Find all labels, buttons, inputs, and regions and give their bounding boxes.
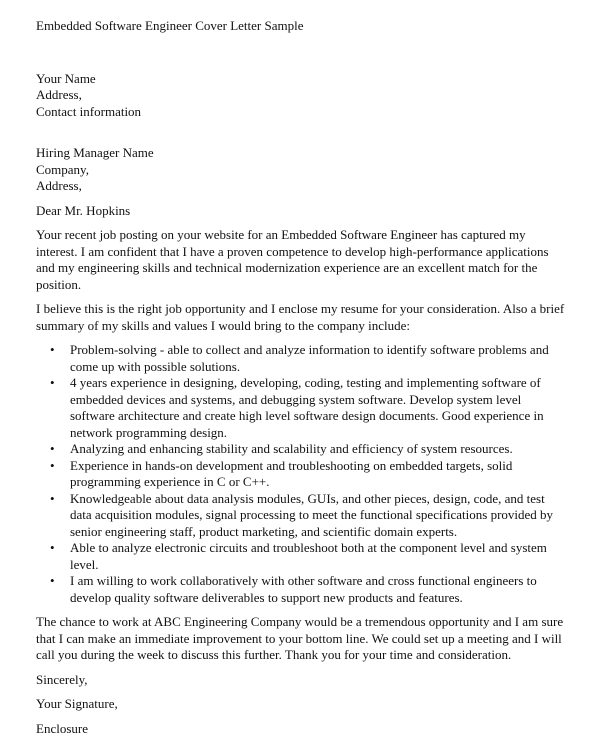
bullet-icon: • — [50, 342, 55, 357]
list-item-text: Experience in hands-on development and troubleshooting on embedded targets, solid programming experience in C or C++. — [70, 457, 513, 489]
list-item-text: I am willing to work collaboratively with other software and cross functional engineers to develop quality software deliverables to support new products and features. — [70, 573, 537, 605]
sender-contact: Contact information — [36, 103, 142, 119]
bullet-icon: • — [50, 375, 55, 390]
list-item-text: 4 years experience in designing, developing, coding, testing and implementing software of embedded devices and systems, and debugging system software. Develop system level software architecture and create high level software design documents. Good experience in network programming design. — [70, 375, 544, 440]
document-title: Embedded Software Engineer Cover Letter Sample — [36, 18, 304, 33]
bullet-icon: • — [50, 540, 55, 555]
list-item — [50, 342, 566, 375]
list-item — [50, 457, 566, 491]
list-item-text: Problem-solving - able to collect and analyze information to identify software problems and come up with possible solutions. — [70, 342, 549, 374]
bullet-icon: • — [50, 441, 55, 456]
recipient-block — [36, 145, 566, 195]
skills-intro-paragraph: I believe this is the right job opportunity and I enclose my resume for your consideration. Also a brief summary of my skills and values I would bring to the company include: — [36, 301, 565, 333]
closing-line: Sincerely, — [36, 671, 88, 687]
intro-paragraph: Your recent job posting on your website for an Embedded Software Engineer has captured my interest. I am confident that I have a proven competence to develop high-performance applications and my engineering skills and technical modernization experience are an excellent match for the position. — [36, 227, 549, 292]
skills-list — [36, 342, 566, 606]
recipient-name: Hiring Manager Name — [36, 145, 154, 160]
salutation: Dear Mr. Hopkins — [36, 202, 131, 218]
sender-address: Address, — [36, 87, 82, 102]
recipient-address: Address, — [36, 178, 82, 193]
list-item — [50, 375, 566, 441]
list-item — [50, 441, 566, 458]
list-item — [50, 540, 566, 573]
bullet-icon: • — [50, 457, 55, 473]
list-item-text: Analyzing and enhancing stability and scalability and efficiency of system resources. — [70, 441, 513, 456]
bullet-icon: • — [50, 490, 55, 506]
list-item — [50, 573, 566, 606]
list-item-text: Able to analyze electronic circuits and troubleshoot both at the component level and system level. — [70, 540, 547, 572]
recipient-company: Company, — [36, 161, 89, 177]
cover-letter-page — [36, 18, 566, 745]
signature-line: Your Signature, — [36, 696, 118, 711]
list-item-text: Knowledgeable about data analysis modules, GUIs, and other pieces, design, code, and test data acquisition modules, signal processing to meet the functional specifications provided by senior engineering staff, product marketing, and scientific domain experts. — [70, 490, 554, 539]
list-item — [50, 490, 566, 541]
sender-block — [36, 71, 566, 121]
bullet-icon: • — [50, 573, 55, 588]
closing-paragraph: The chance to work at ABC Engineering Company would be a tremendous opportunity and I am sure that I can make an immediate improvement to your bottom line. We could set up a meeting and I will call you during the week to discuss this further. Thank you for your time and consideration. — [36, 614, 564, 662]
sender-name: Your Name — [36, 70, 96, 86]
enclosure-line: Enclosure — [36, 720, 88, 736]
